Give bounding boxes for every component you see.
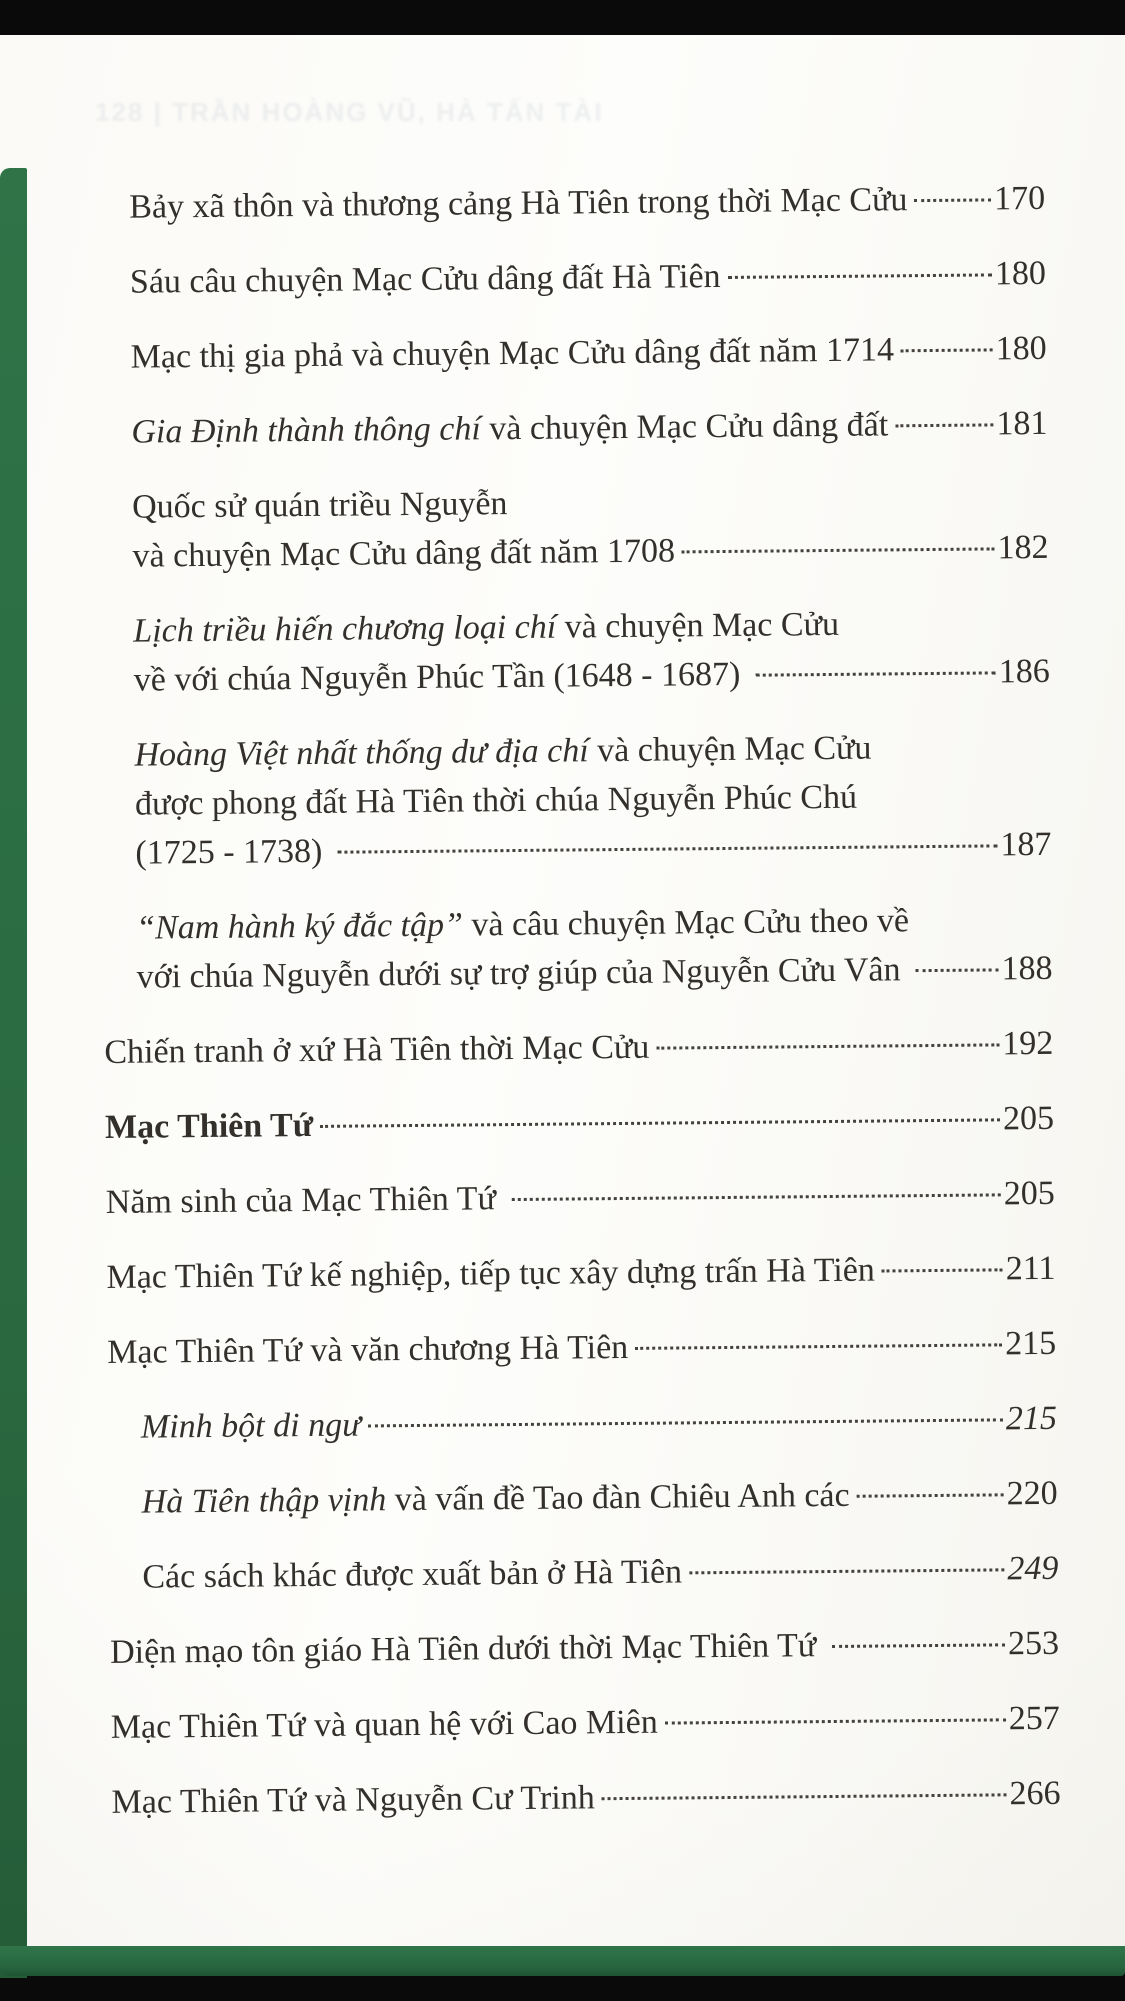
toc-entry-line [135,771,1051,829]
toc-entry-title: Mạc Thiên Tứ và Nguyễn Cư Trinh [111,1779,595,1821]
toc-entry-line [105,1094,1054,1152]
toc-entry-line [111,1694,1060,1752]
toc-entry-line [110,1619,1059,1677]
toc-entry-title: Mạc thị gia phả và chuyện Mạc Cửu dâng đất năm 1714 [130,331,895,376]
toc-entry-line [141,1394,1057,1452]
toc-entry [97,324,1046,382]
toc-entry [106,1244,1055,1302]
toc-entry-line [134,647,1050,705]
toc-entry [108,1394,1057,1452]
toc-entry [106,1169,1055,1227]
toc-entry [108,1469,1057,1527]
dot-leader [313,1129,1003,1136]
toc-entry-title: Mạc Thiên Tứ và văn chương Hà Tiên [107,1328,629,1371]
page-number: 188 [1001,949,1053,988]
toc-entry [103,895,1053,1002]
page-number: 180 [995,329,1047,368]
dot-leader [658,1729,1009,1732]
dot-leader [505,1204,1004,1209]
toc-entry-title: Lịch triều hiến chương loại chí và chuyện Mạc Cửu [133,605,840,650]
toc-entry-title: Năm sinh của Mạc Thiên Tứ [105,1180,505,1221]
toc-entry-title: “Nam hành ký đắc tập” và câu chuyện Mạc Cửu theo về [135,902,910,947]
page-number: 266 [1009,1774,1061,1813]
toc-entry-line [136,895,1052,953]
dot-leader [675,558,998,561]
toc-entry-title: với chúa Nguyễn dưới sự trợ giúp của Nguyễn Cửu Vân [136,951,910,996]
toc-entry-title: (1725 - 1738) [135,832,332,872]
toc-entry-line [132,523,1048,581]
book-cover-left-edge [0,168,27,1978]
toc-entry-line [132,474,1048,532]
toc-entry-title: Các sách khác được xuất bản ở Hà Tiên [142,1553,683,1596]
background-top-band [0,0,1125,35]
toc-entry-line [142,1544,1058,1602]
page-number: 186 [998,652,1050,691]
dot-leader [908,209,995,210]
toc-entry-title: Diện mạo tôn giáo Hà Tiên dưới thời Mạc Thiên Tứ [109,1627,825,1671]
page-number: 205 [1002,1099,1055,1138]
page-number: 182 [997,528,1049,567]
page-number: 205 [1003,1174,1055,1213]
page-number: 215 [1005,1324,1057,1363]
page-number: 257 [1008,1699,1060,1738]
dot-leader [628,1354,1005,1358]
dot-leader [909,979,1002,980]
dot-leader [749,682,999,684]
toc-entry-line [106,1169,1055,1227]
toc-entry-title: Mạc Thiên Tứ kế nghiệp, tiếp tục xây dựng trấn Hà Tiên [106,1251,876,1296]
dot-leader [682,1579,1007,1582]
toc-entry-line [136,944,1052,1002]
toc-entry [100,598,1050,705]
dot-leader [825,1654,1008,1656]
toc-entry [97,249,1046,307]
dot-leader [721,284,995,287]
toc-entry-title: Bảy xã thôn và thương cảng Hà Tiên trong thời Mạc Cửu [129,181,908,226]
dot-leader [331,855,1001,861]
toc-entry [110,1619,1059,1677]
toc-entry [111,1769,1060,1827]
toc-entry-title: Hoàng Việt nhất thống dư địa chí và chuyện Mạc Cửu [134,729,872,774]
toc-entry-title: Sáu câu chuyện Mạc Cửu dâng đất Hà Tiên [129,258,721,301]
toc-entry [105,1094,1054,1152]
page-number: 170 [994,179,1046,218]
toc-entry-line [104,1019,1053,1077]
toc-entry-line [107,1319,1056,1377]
toc-entry-line [111,1769,1060,1827]
page-number: 187 [1000,825,1052,864]
toc-entry-line [141,1469,1057,1527]
toc-entry-line [133,598,1049,656]
toc-entry-title: Gia Định thành thông chí và chuyện Mạc Cửu dâng đất [131,406,889,451]
toc-entry [109,1544,1058,1602]
toc-entry-line [131,399,1047,457]
toc-entry [111,1694,1060,1752]
page-number: 192 [1002,1024,1054,1063]
dot-leader [894,359,996,360]
table-of-contents [96,174,1061,1853]
toc-entry-line [130,249,1046,307]
toc-entry-line [129,174,1045,232]
book-page [0,35,1125,1972]
toc-entry-line [135,820,1051,878]
page-number: 253 [1007,1624,1060,1663]
toc-entry-line [134,722,1050,780]
toc-entry-title: Quốc sử quán triều Nguyễn [131,485,508,526]
toc-entry-line [106,1244,1055,1302]
dot-leader [649,1054,1002,1057]
toc-entry-title: Chiến tranh ở xứ Hà Tiên thời Mạc Cửu [104,1028,650,1071]
toc-entry [99,474,1049,581]
toc-entry-title: Mạc Thiên Tứ và quan hệ với Cao Miên [110,1703,658,1746]
page-number: 211 [1005,1249,1056,1288]
dot-leader [361,1429,1006,1435]
toc-entry [101,722,1051,878]
toc-entry-title: Minh bột di ngư [140,1406,361,1446]
page-number: 180 [994,254,1047,293]
toc-entry [107,1319,1056,1377]
toc-entry [98,399,1047,457]
dot-leader [888,434,996,435]
toc-entry-title: về với chúa Nguyễn Phúc Tần (1648 - 1687) [133,655,749,699]
book-cover-bottom-edge [0,1946,1125,1976]
dot-leader [850,1504,1007,1506]
page-number: 249 [1007,1549,1059,1588]
toc-entry-title: và chuyện Mạc Cửu dâng đất năm 1708 [132,532,676,575]
toc-entry-title: Mạc Thiên Tứ [104,1106,314,1146]
dot-leader [595,1804,1010,1808]
toc-entry-title: được phong đất Hà Tiên thời chúa Nguyễn Phúc Chú [134,778,858,823]
toc-entry-title: Hà Tiên thập vịnh và vấn đề Tao đàn Chiêu Anh các [141,1476,850,1521]
bleed-through-running-header: 128 | TRẦN HOÀNG VŨ, HÀ TẤN TÀI [95,97,604,127]
page-number: 181 [996,404,1048,443]
page-number: 215 [1005,1399,1058,1438]
dot-leader [875,1279,1006,1280]
page-number: 220 [1006,1474,1058,1513]
toc-entry-line [130,324,1046,382]
background-bottom-band [0,1972,1125,2001]
toc-entry [96,174,1045,232]
toc-entry [104,1019,1053,1077]
